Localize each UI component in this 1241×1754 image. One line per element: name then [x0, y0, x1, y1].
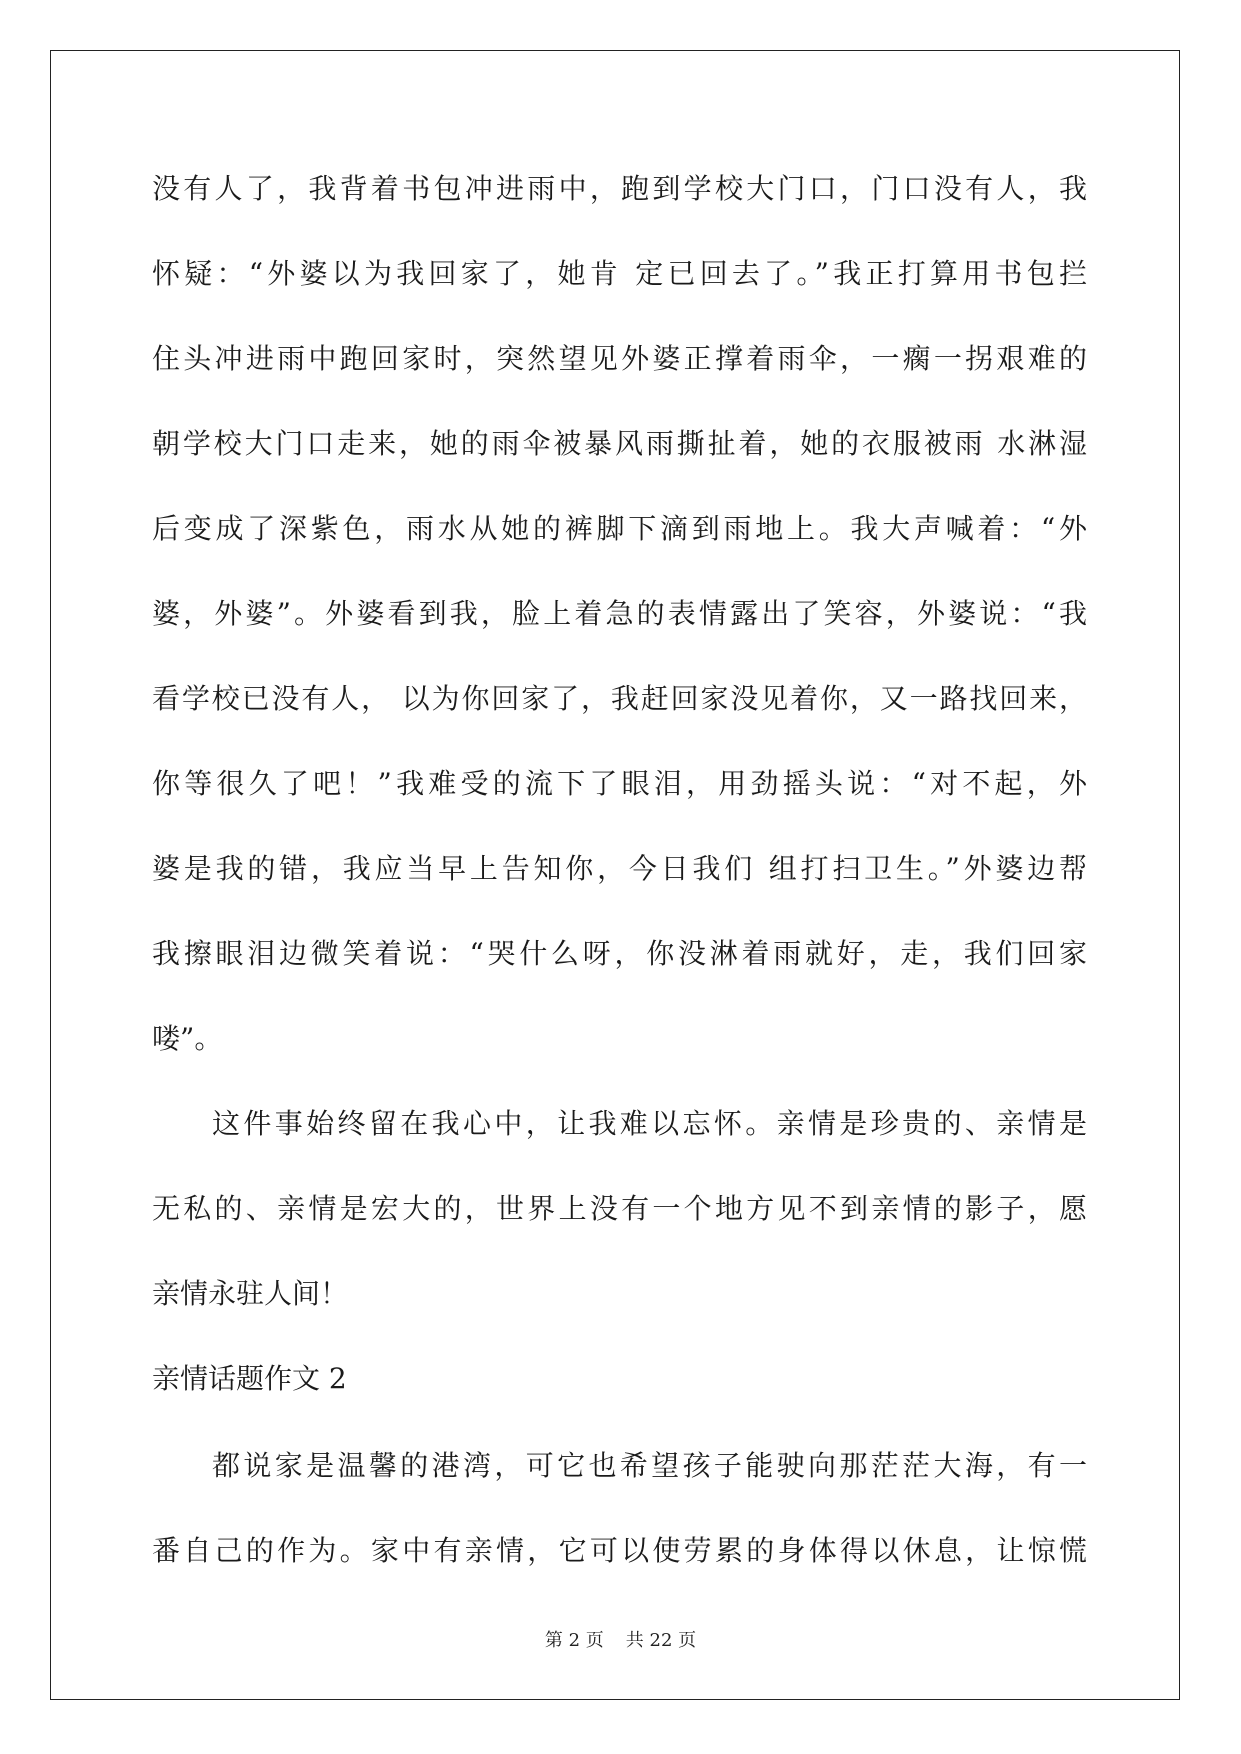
- paragraph-1: [152, 160, 1087, 1095]
- text-line: 番自己的作为。家中有亲情，它可以使劳累的身体得以休息，让惊慌: [152, 1534, 1087, 1567]
- total-page-count: 共 22 页: [625, 1630, 697, 1651]
- text-line: 这件事始终留在我心中，让我难以忘怀。亲情是珍贵的、亲情是: [212, 1107, 1087, 1140]
- text-line: 无私的、亲情是宏大的，世界上没有一个地方见不到亲情的影子，愿: [152, 1192, 1087, 1225]
- text-line: 都说家是温馨的港湾，可它也希望孩子能驶向那茫茫大海，有一: [212, 1449, 1087, 1482]
- text-line: 喽”。: [152, 1022, 223, 1055]
- text-line: 后变成了深紫色，雨水从她的裤脚下滴到雨地上。我大声喊着：“外: [152, 512, 1087, 545]
- text-line: 朝学校大门口走来，她的雨伞被暴风雨撕扯着，她的衣服被雨 水淋湿: [152, 427, 1087, 460]
- current-page-number: 第 2 页: [544, 1630, 604, 1651]
- text-line: 怀疑：“外婆以为我回家了，她肯 定已回去了。”我正打算用书包拦: [152, 257, 1087, 290]
- text-line: 我擦眼泪边微笑着说：“哭什么呀，你没淋着雨就好，走，我们回家: [152, 937, 1087, 970]
- text-line: 婆是我的错，我应当早上告知你，今日我们 组打扫卫生。”外婆边帮: [152, 852, 1087, 885]
- text-line: 住头冲进雨中跑回家时，突然望见外婆正撑着雨伞，一瘸一拐艰难的: [152, 342, 1087, 375]
- text-line: 看学校已没有人， 以为你回家了，我赶回家没见着你，又一路找回来，: [152, 682, 1087, 715]
- paragraph-3: [152, 1437, 1087, 1607]
- text-line: 亲情永驻人间！: [152, 1277, 349, 1310]
- section-heading: 亲情话题作文 2: [152, 1362, 347, 1395]
- text-line: 你等很久了吧！”我难受的流下了眼泪，用劲摇头说：“对不起，外: [152, 767, 1087, 800]
- text-line: 婆，外婆”。外婆看到我，脸上着急的表情露出了笑容，外婆说：“我: [152, 597, 1087, 630]
- page-footer: [0, 1626, 1241, 1652]
- text-line: 没有人了，我背着书包冲进雨中，跑到学校大门口，门口没有人，我: [152, 172, 1087, 205]
- document-body: [152, 160, 1087, 1607]
- paragraph-2: [152, 1095, 1087, 1350]
